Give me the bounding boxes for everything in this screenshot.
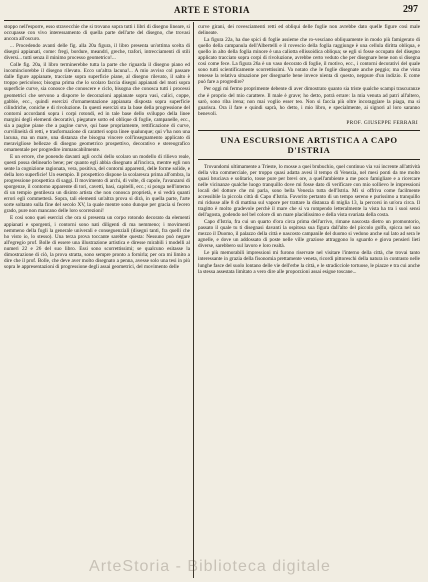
page-header: [4, 4, 420, 21]
watermark: ArteStoria - Biblioteca digitale: [89, 558, 331, 575]
paragraph: Trovandomi ultimamente a Trieste, lo mosse a quei brubuchio, quel continuo via vai incrente all'attività della vita commerciale, per troppo quasi adatta avesi il tempo di Venezia, nel mesi ponti da me molto quasi bruciava e solitario, tosse pure per brevi ore, a quell'ambiente a me poco famigliare e a ricercare nelle vicinanze qualche luogo tranquillo dove mi fosse dato di verificare con mio sollievo le impressioni locali del dottore che mi parla, sono bella Venezia tutta dell'Istria. Mi si offriva come facilmente accessibile la piccola città di Capo d'Istria. Favorito pertanto di un tempo sereno e purissimo a tranquillo mi ridusse alle 8 di mattina sul vapore per trattare la distanza di miglia 13, la percorsi in un'ora circa. Il tragitto è molto gradevole perchè il mare che si va rompendo letteralmente la vista ha tra i suoi sensi dell'agosta, godendo nel bel colore di un mare placidissimo e della vista svariata della costa.: [198, 163, 420, 219]
paragraph: E un errore, che ponendo davanti agli occhi dello scolaro un modello di rilievo reale, questi possa delinearlo bene; per quanto egli abbia disegnato all'incirca, mentre egli non sente la cognizione ragionata, vera, positiva, del contorni apparenti, delle forme solide, e della loro superficie! Un esempio. Il prospettico dispone la scolaresca prima all'ombra, la progressione prospettica di saggi. Il movimento di archi, di volte, di capole, l'avanzarsi di sporgenze, il contorno apparente di tori, cavetti, basi, capitelli, ecc.; si ponga nell'interno di un tempio gentilesca un disinto artista che non conosca proprietà, e si vedrà quanti errori egli commetterà. Sopra, tali elementi un'altra prova si dirà, in quella parte, l'arte sorte soltanto sulla fine del secolo XV, la quale mentre sono dunque per gracia si fecero grado, pure non mancano delle loro scorrezioni!: [4, 153, 190, 215]
article-title: UNA ESCURSIONE ARTISTICA A CAPO D'ISTRIA: [198, 130, 420, 160]
paragraph: Colle fig. 20a, il libro terminerebbe tutta la parte che riguarda il disegno piano ed incominciorebbe il disegno rilevato. Ecco un'altra lacuna!... A mio avviso col passare dalle figure appianate, tracciate sopra superficie piane, al disegno rilevato, il salto è troppo pericoloso; bisogna prima che lo scolaro faccia disegni appianati del moti sopra superficie curve, sia conosce che conoscere e ciclo, bisogna che conosca tutti i processi geometrici che servono a disporre le decorazioni appianate sopra vasi, calici, coppe, gabbie, ecc., quindi esercizi d'ornamentazione appianata disposta sopra superficie cilindriche, coniche e di rivoluzione. In questi esercizi sta la base della progressione del contorni accordanti sopra i corpi rotondi, ed in tale base dello sviluppo della linee margini degli elementi decorativi, piegature sotto ed oblique di foglie, campanelle, ecc., sia a pagine piane che a pagine curve, qui base propriamente, rettificazione di curve, curvilineità di retti, e trasformazione di caratteri sopra linee qualunque; qui v'ha non una lacuna, ma un mare, una distanza che bisogna vincere coll'insegnamento applicato di meravigliose bellezze di disegno geometrico prospettivo, decorativo e stereografico ornamentale per progredire immancabilmente.: [4, 62, 190, 153]
paragraph: E così sono quei esercizi che ora si presenta un corpo rotondo decorato da elementi appianati e sporgenti, i contorni sono nati diligenti di ma nemmeno; i movimenti nemmeno della fogli la generale univerali e conseguenziali (disegni tanti, fra quelli che ho visto io, lo stesso). Una terza prova toccante sarebbe questa: Nessuno può negare all'egregio prof. Bolle di essere una illustrazione artistica e diresse mirabili i modelli al numeri 22 e 26 del suo libro. Essi sono scorrettissimi; se qualcuno esitasse la dimostrazione di ciò, la prova stratta, sono sempre pronto a fornirla; per ora mi limito a dire che il prof. Bolle, che deve aver molto disegnato a penna, avesse solo una tesi in più sopra le appresentazioni di progressione degli assai geometrici, del movimento delle: [4, 215, 190, 270]
paragraph: Per oggi mi fermo proprimente debente di aver dimostrato quanto sia triste qualche scampi trascuranze che è proprio del mio carattere. Il male è grave; ho detto, potrà errare: la mia venuta ad patri all'altero, sarò, sono riba irena; non mai voglio esser teo. Non si faccia più oltre incoraggiare la piaga, ma si guarisca. Ora il fare e quindi saprà, ho detto, i mio libro, e specialmente, ai signori al loro saranno benevoli.: [198, 86, 420, 117]
left-column: [4, 24, 190, 578]
right-column: [198, 24, 420, 578]
paragraph: curve girani, dei rovesciamenti retti ed obliqui delle foglie non avrebbe dato quelle figure così male delineate.: [198, 24, 420, 37]
page-number: 297: [403, 4, 418, 15]
paragraph: stoppo nell'esporre, esso stravecchie che si trovano sopra tutti i libri di disegno lineare, si occupasse con vivo interessamento di quella parte dell'arte del disegno, che trovasi ancora all'oscuro.: [4, 24, 190, 43]
publication-title: ARTE E STORIA: [173, 5, 251, 15]
paragraph: ... Procedendo avanti delle fig. alla 20a figura, il libro presenta un'ottima scelta di disegni appianati, come: fregi, bordure, meandri, greche, trafori, intrecciamenti di stili diversi... tutti senza il minimo processo geometrico!...: [4, 43, 190, 62]
author-signature: PROF. GIUSEPPE FERRARI: [346, 119, 418, 126]
paragraph: La figura 22a, ha due spici di foglie assieme che ro-vesciano obliquamente in modo più famigerato di quello della campanula dell'Albertelli e il rovescio della foglia raggiunge è una cellula diritta obliqua, e quello in alto della foglia minore è una caliotta ellissoidica obliqua; se egli si fosse occupato del disegno applicato tracciato sopra corpi di rivoluzione, avrebbe certo veduto che per disegnare bene non si disegna così come fece. La figura 26a è un vaso decorato di foglie, il motivo, ecc., i contorni decorativi del quale sono tutti scientificamente scorrettissimi. Va notato che le foglie disegnate anche peggio; ma che vista tenesse la relativa situazione per disegnarle bene invece nienta di questo, neppure d'un indizio. E come può fare a progredire?: [198, 37, 420, 86]
column-divider: [193, 22, 194, 578]
paragraph: Capo d'Istria, fra cui un quarto d'ora circa prima dell'arrivo, rimane nascosta dietro un promontorio, passato il quale tu ti disegnasi davanti la ospitosa sua figura dall'alto del piccolo golfo, spicca nel suo mezzo il Duomo, il palazzo della città e nascosto campanile del duomo si vedono anche sul lato ad sera le agnelle, e dove un addossato di poste nelle ville graziose attraggono lo sguardo e giova pensieri lieti diverse, sarebbero sul lavoro e loro realtà.: [198, 219, 420, 250]
paragraph: Le più memorabili impressioni mi furono riservate nel visitare l'interno della città, che trovai tanto interessante in grazia della fisonomia prettamente veneta, ricordi pittoreschi della natura in contrasto nelle lunghe fasce del suolo lontano delle vie dell'erbe la città, e le stradicciole tortuose, le piazze e tra cui anche la stessa assestata limitato a vero dire alle proporzioni assai esigue toscane...: [198, 250, 420, 275]
